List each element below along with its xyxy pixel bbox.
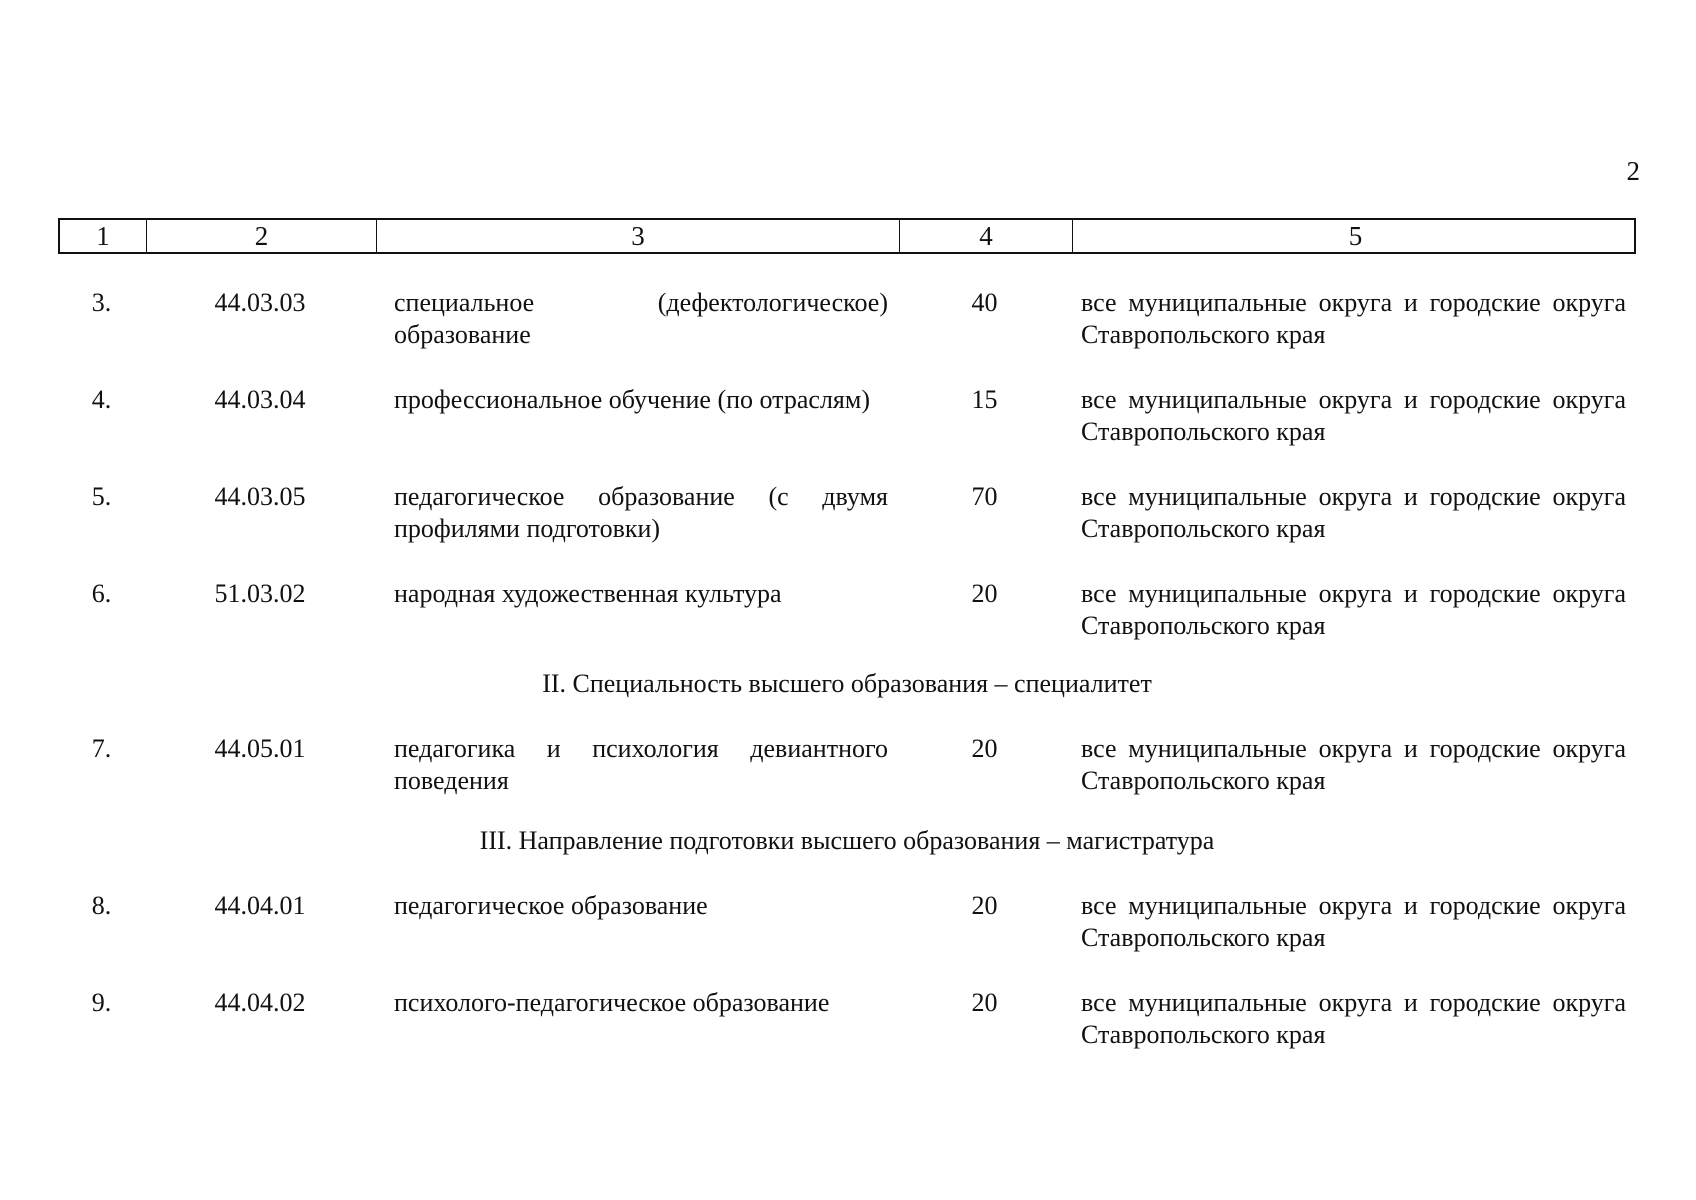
row-name: специальное (дефектологическое) образование — [394, 288, 888, 349]
row-code: 44.05.01 — [214, 734, 306, 763]
row-code: 44.03.03 — [214, 288, 306, 317]
row-number: 7. — [91, 734, 112, 763]
row-count: 20 — [971, 579, 998, 608]
table-row — [58, 733, 1636, 797]
table-row — [58, 578, 1636, 642]
table-row — [58, 890, 1636, 954]
row-area: все муниципальные округа и городские округа Ставропольского края — [1081, 288, 1626, 349]
header-cell: 3 — [377, 220, 900, 252]
row-name: педагогика и психология девиантного поведения — [394, 734, 888, 795]
row-area: все муниципальные округа и городские округа Ставропольского края — [1081, 385, 1626, 446]
table-row — [58, 987, 1636, 1051]
row-number: 9. — [91, 988, 112, 1017]
row-count: 20 — [971, 988, 998, 1017]
row-area: все муниципальные округа и городские округа Ставропольского края — [1081, 734, 1626, 795]
table-row — [58, 287, 1636, 351]
row-code: 44.04.02 — [214, 988, 306, 1017]
row-area: все муниципальные округа и городские округа Ставропольского края — [1081, 482, 1626, 543]
row-name: педагогическое образование (с двумя профилями подготовки) — [394, 482, 888, 543]
row-number: 5. — [91, 482, 112, 511]
quota-table — [58, 218, 1636, 1084]
row-name: педагогическое образование — [394, 891, 708, 920]
row-name: народная художественная культура — [394, 579, 782, 608]
table-body — [58, 287, 1636, 1051]
row-number: 4. — [91, 385, 112, 414]
row-code: 44.03.04 — [214, 385, 306, 414]
row-count: 20 — [971, 734, 998, 763]
header-cell: 5 — [1348, 221, 1363, 251]
row-area: все муниципальные округа и городские округа Ставропольского края — [1081, 579, 1626, 640]
row-name: профессиональное обучение (по отраслям) — [394, 385, 870, 414]
row-number: 3. — [91, 288, 112, 317]
row-number: 6. — [91, 579, 112, 608]
section-heading-specialty: II. Специальность высшего образования – специалитет — [542, 669, 1152, 698]
row-count: 15 — [971, 385, 998, 414]
section-heading-masters: III. Направление подготовки высшего образования – магистратура — [479, 826, 1215, 855]
row-area: все муниципальные округа и городские округа Ставропольского края — [1081, 988, 1626, 1049]
row-code: 51.03.02 — [214, 579, 306, 608]
table-row — [58, 481, 1636, 545]
row-name: психолого-педагогическое образование — [394, 988, 830, 1017]
row-code: 44.04.01 — [214, 891, 306, 920]
table-header — [58, 218, 1636, 254]
table-row — [58, 384, 1636, 448]
header-cell: 1 — [60, 220, 147, 252]
row-count: 70 — [971, 482, 998, 511]
header-cell: 2 — [147, 220, 377, 252]
page-number: 2 — [1626, 156, 1640, 186]
header-cell: 4 — [900, 220, 1073, 252]
row-code: 44.03.05 — [214, 482, 306, 511]
row-count: 20 — [971, 891, 998, 920]
row-number: 8. — [91, 891, 112, 920]
row-count: 40 — [971, 288, 998, 317]
row-area: все муниципальные округа и городские округа Ставропольского края — [1081, 891, 1626, 952]
